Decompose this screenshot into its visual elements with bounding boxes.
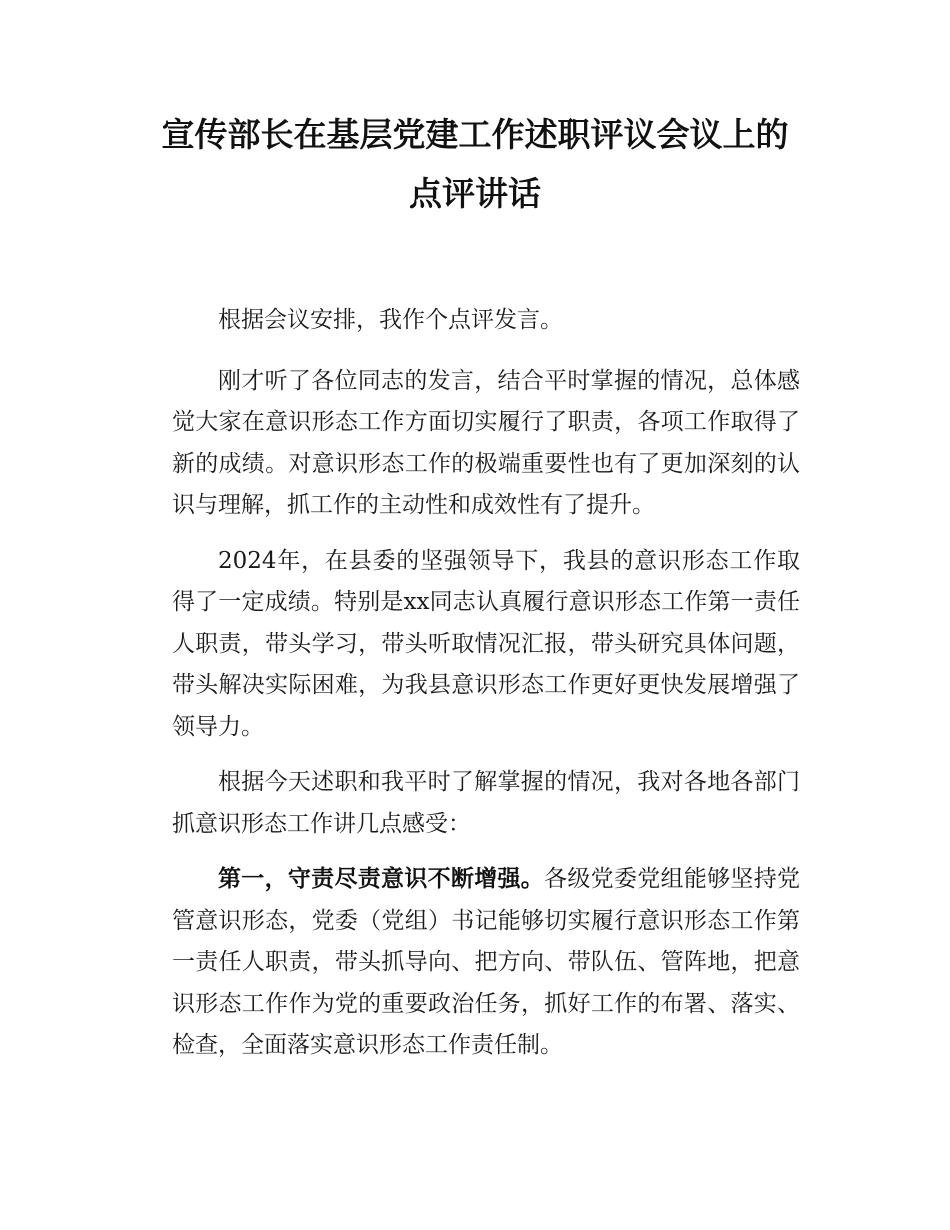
paragraph-text: 根据会议安排，我作个点评发言。	[218, 307, 563, 333]
paragraph-text: 刚才听了各位同志的发言，结合平时掌握的情况，总体感觉大家在意识形态工作方面切实履行了职责，各项工作取得了新的成绩。对意识形态工作的极端重要性也有了更加深刻的认识与理解，抓工作的主动性和成效性有了提升。	[172, 367, 800, 518]
paragraph-text: 2024年，在县委的坚强领导下，我县的意识形态工作取得了一定成绩。特别是xx同志认真履行意识形态工作第一责任人职责，带头学习，带头听取情况汇报，带头研究具体问题，带头解决实际困难，为我县意识形态工作更好更快发展增强了领导力。	[172, 547, 800, 740]
document-body	[172, 300, 800, 1081]
paragraph-lead-heading: 第一，守责尽责意识不断增强。	[218, 866, 545, 892]
paragraph-text: 根据今天述职和我平时了解掌握的情况，我对各地各部门抓意识形态工作讲几点感受：	[172, 769, 800, 837]
paragraph-4	[172, 762, 800, 845]
document-title-line-1: 宣传部长在基层党建工作述职评议会议上的	[161, 115, 789, 154]
paragraph-2	[172, 361, 800, 527]
paragraph-1	[172, 300, 800, 342]
document-title-line-2: 点评讲话	[409, 174, 541, 213]
paragraph-text: 各级党委党组能够坚持党管意识形态，党委（党组）书记能够切实履行意识形态工作第一责任人职责，带头抓导向、把方向、带队伍、管阵地，把意识形态工作作为党的重要政治任务，抓好工作的布署、落实、检查，全面落实意识形态工作责任制。	[172, 866, 801, 1058]
paragraph-5	[172, 859, 800, 1067]
paragraph-3	[172, 541, 800, 749]
